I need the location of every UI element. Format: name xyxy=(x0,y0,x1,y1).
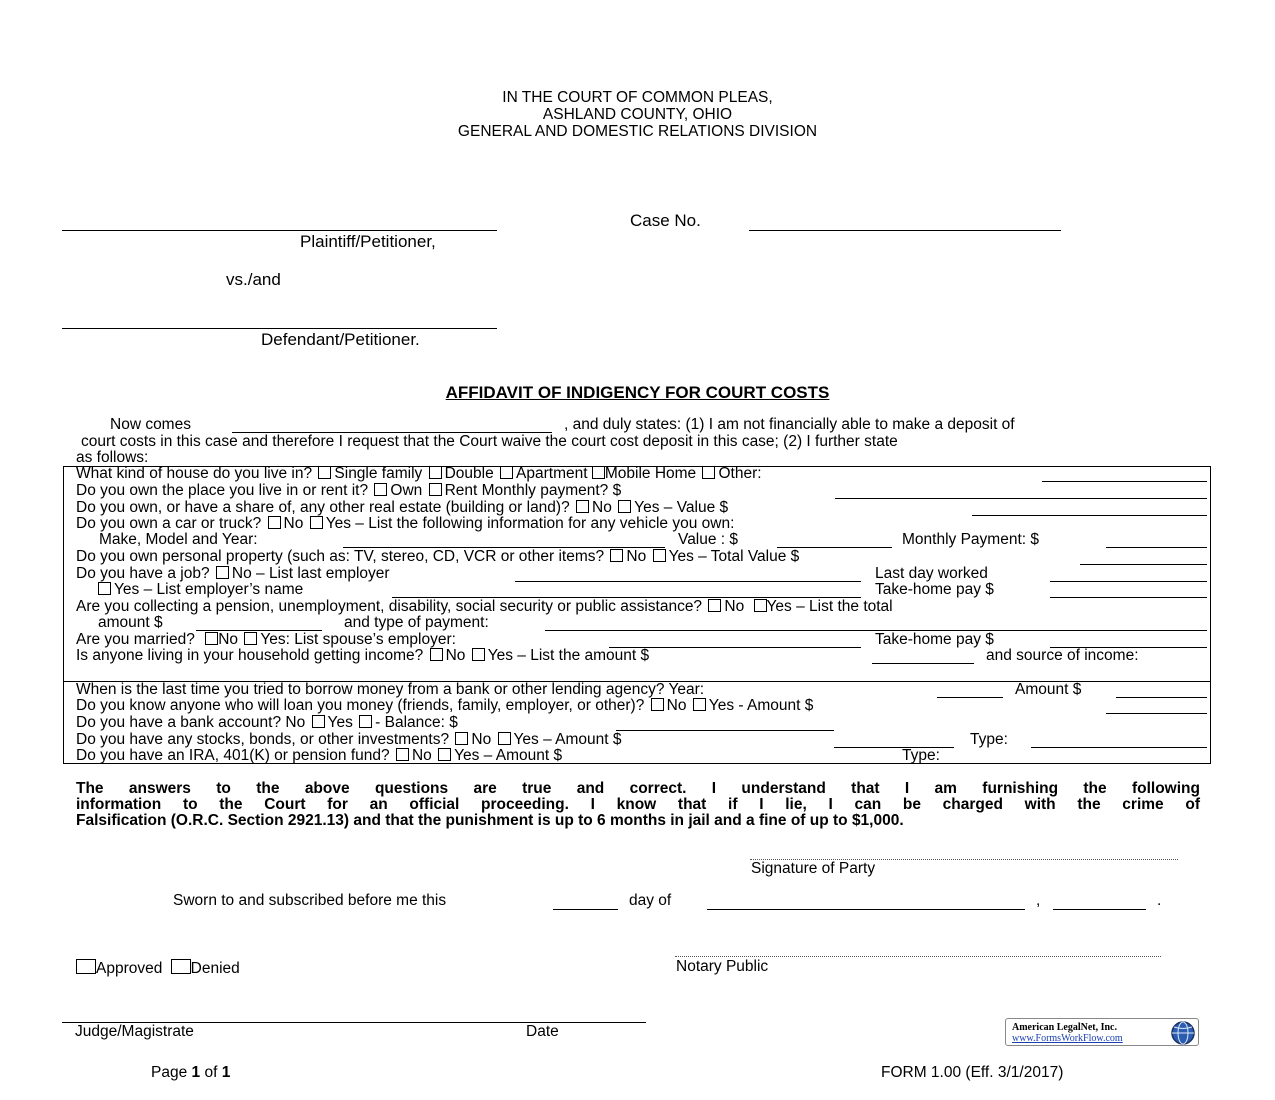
checkbox-car-yes[interactable] xyxy=(310,516,323,529)
logo-url[interactable]: www.FormsWorkFlow.com xyxy=(1012,1033,1123,1044)
checkbox-married-no[interactable] xyxy=(205,632,218,645)
plaintiff-label: Plaintiff/Petitioner, xyxy=(300,232,436,251)
sworn-year-field[interactable] xyxy=(1053,909,1146,910)
attest-line3: Falsification (O.R.C. Section 2921.13) and that the punishment is up to 6 months in jail and a fine of up to $1,000. xyxy=(76,812,904,829)
label-yes-list-vehicle: Yes – List the following information for any vehicle you own: xyxy=(325,515,735,532)
case-no-field[interactable] xyxy=(749,230,1061,231)
row-household-income xyxy=(76,648,649,664)
judge-label: Judge/Magistrate xyxy=(75,1023,194,1040)
checkbox-property-yes[interactable] xyxy=(653,549,666,562)
borrow-amount-field[interactable] xyxy=(1116,697,1207,698)
attest-line1: The answers to the above questions are true and correct. I understand that I am furnishing the following xyxy=(76,780,1200,797)
page-num: 1 xyxy=(191,1064,201,1081)
label-no: No xyxy=(626,548,647,565)
case-no-label: Case No. xyxy=(630,211,701,230)
court-name: IN THE COURT OF COMMON PLEAS, xyxy=(502,89,773,106)
borrow-year-field[interactable] xyxy=(937,697,1003,698)
intro-line2: court costs in this case and therefore I request that the Court waive the court cost deposit in this case; (2) I further state xyxy=(81,433,898,450)
label-no: No xyxy=(471,731,492,748)
ira-amount-field[interactable] xyxy=(752,763,884,764)
balance-field[interactable] xyxy=(616,730,834,731)
notary-label: Notary Public xyxy=(676,958,769,975)
ira-type-field[interactable] xyxy=(962,763,1207,764)
checkbox-loan-yes[interactable] xyxy=(693,698,706,711)
label-no: No xyxy=(218,631,239,648)
label-other: Other: xyxy=(718,465,762,482)
pension-question: Are you collecting a pension, unemployment, disability, social security or public assistance? xyxy=(76,598,703,615)
ira-type-label: Type: xyxy=(902,747,940,764)
division-name: GENERAL AND DOMESTIC RELATIONS DIVISION xyxy=(457,123,818,140)
real-estate-question: Do you own, or have a share of, any other real estate (building or land)? xyxy=(76,499,570,516)
notary-signature-line[interactable] xyxy=(675,956,1161,957)
label-no: No xyxy=(445,647,466,664)
row-real-estate xyxy=(76,500,728,516)
row-house xyxy=(76,466,762,482)
period: . xyxy=(1157,892,1162,909)
checkbox-job-no[interactable] xyxy=(216,566,229,579)
checkbox-ira-yes[interactable] xyxy=(438,748,451,761)
checkbox-denied[interactable] xyxy=(171,959,191,974)
label-yes-total-value: Yes – Total Value $ xyxy=(668,548,800,565)
checkbox-single-family[interactable] xyxy=(318,466,331,479)
row-married xyxy=(76,632,456,648)
label-yes-value: Yes – Value $ xyxy=(634,499,729,516)
row-stocks xyxy=(76,732,622,748)
label-single-family: Single family xyxy=(334,465,423,482)
defendant-line[interactable] xyxy=(62,328,497,329)
row-bank xyxy=(76,715,458,731)
label-balance: - Balance: $ xyxy=(375,714,458,731)
intro-line3: as follows: xyxy=(76,449,149,466)
checkbox-car-no[interactable] xyxy=(268,516,281,529)
checkbox-job-yes[interactable] xyxy=(98,582,111,595)
source-income-label: and source of income: xyxy=(986,647,1139,664)
row-ira xyxy=(76,748,562,764)
comma: , xyxy=(1036,892,1041,909)
county-name: ASHLAND COUNTY, OHIO xyxy=(542,106,733,123)
checkbox-property-no[interactable] xyxy=(610,549,623,562)
payment-type-label: and type of payment: xyxy=(344,614,489,631)
checkbox-loan-no[interactable] xyxy=(651,698,664,711)
checkbox-household-yes[interactable] xyxy=(472,648,485,661)
stocks-type-field[interactable] xyxy=(1031,747,1207,748)
label-no-last-employer: No – List last employer xyxy=(231,565,390,582)
real-estate-value-field[interactable] xyxy=(972,515,1207,516)
checkbox-real-estate-no[interactable] xyxy=(576,500,589,513)
house-question: What kind of house do you live in? xyxy=(76,465,313,482)
checkbox-stocks-yes[interactable] xyxy=(498,732,511,745)
label-rent: Rent Monthly payment? $ xyxy=(444,482,622,499)
borrow-amount-label: Amount $ xyxy=(1015,681,1082,698)
label-no: No xyxy=(283,515,304,532)
label-yes-employer: Yes – List employer’s name xyxy=(114,581,304,598)
own-rent-question: Do you own the place you live in or rent it? xyxy=(76,482,369,499)
label-bank-yes: Yes xyxy=(327,714,353,731)
checkbox-pension-no[interactable] xyxy=(708,599,721,612)
bank-question: Do you have a bank account? No xyxy=(76,714,306,731)
label-mobile-home: Mobile Home xyxy=(604,465,697,482)
label-approved: Approved xyxy=(96,960,163,977)
label-no: No xyxy=(724,598,745,615)
label-no: No xyxy=(411,747,432,764)
page-of: of xyxy=(204,1064,218,1081)
checkbox-mobile-home[interactable] xyxy=(592,466,605,479)
household-amount-field[interactable] xyxy=(872,663,974,664)
checkbox-approved[interactable] xyxy=(76,959,96,974)
loan-amount-field[interactable] xyxy=(1106,713,1207,714)
page-prefix: Page xyxy=(151,1064,188,1081)
checkbox-household-no[interactable] xyxy=(430,648,443,661)
sworn-month-field[interactable] xyxy=(707,909,1025,910)
plaintiff-line[interactable] xyxy=(62,230,497,231)
checkbox-own[interactable] xyxy=(374,483,387,496)
stocks-type-label: Type: xyxy=(970,731,1008,748)
label-yes-amount: Yes – Amount $ xyxy=(454,747,563,764)
checkbox-double[interactable] xyxy=(429,466,442,479)
label-apartment: Apartment xyxy=(516,465,588,482)
stocks-question: Do you have any stocks, bonds, or other investments? xyxy=(76,731,450,748)
label-yes-spouse: Yes: List spouse’s employer: xyxy=(260,631,456,648)
ira-question: Do you have an IRA, 401(K) or pension fund? xyxy=(76,747,390,764)
checkbox-bank-yes[interactable] xyxy=(359,715,372,728)
label-double: Double xyxy=(444,465,494,482)
label-yes-amount: Yes - Amount $ xyxy=(708,697,814,714)
monthly-payment-field[interactable] xyxy=(1106,547,1207,548)
form-number: FORM 1.00 (Eff. 3/1/2017) xyxy=(881,1064,1064,1081)
monthly-payment-label: Monthly Payment: $ xyxy=(902,531,1039,548)
row-pension xyxy=(76,599,893,615)
last-day-worked-label: Last day worked xyxy=(875,565,988,582)
row-personal-property xyxy=(76,549,799,565)
checkbox-other-house[interactable] xyxy=(702,466,715,479)
row-own-rent xyxy=(76,483,621,499)
spouse-take-home-label: Take-home pay $ xyxy=(875,631,994,648)
label-yes-list-total: Yes – List the total xyxy=(766,598,893,615)
row-loan xyxy=(76,698,813,714)
checkbox-married-yes[interactable] xyxy=(244,632,257,645)
date-label: Date xyxy=(526,1023,559,1040)
sworn-label: Sworn to and subscribed before me this xyxy=(173,892,447,909)
checkbox-ira-no[interactable] xyxy=(396,748,409,761)
loan-question: Do you know anyone who will loan you money (friends, family, employer, or other)? xyxy=(76,697,645,714)
page-total: 1 xyxy=(221,1064,231,1081)
last-day-worked-field[interactable] xyxy=(1050,581,1207,582)
vehicle-value-label: Value : $ xyxy=(678,531,739,548)
label-no: No xyxy=(666,697,687,714)
label-no: No xyxy=(592,499,612,516)
label-yes-amount: Yes – Amount $ xyxy=(513,731,622,748)
property-value-field[interactable] xyxy=(1080,564,1207,565)
approval-row xyxy=(76,959,240,977)
make-model-label: Make, Model and Year: xyxy=(99,531,258,548)
checkbox-pension-yes[interactable] xyxy=(754,599,767,612)
intro-now-comes: Now comes xyxy=(110,416,191,433)
vs-label: vs./and xyxy=(226,270,281,289)
pension-amount-label: amount $ xyxy=(98,614,163,631)
married-question: Are you married? xyxy=(76,631,195,648)
rent-payment-field[interactable] xyxy=(835,498,1207,499)
intro-states: , and duly states: (1) I am not financially able to make a deposit of xyxy=(564,416,1015,433)
american-legalnet-logo[interactable] xyxy=(1005,1018,1199,1046)
logo-name: American LegalNet, Inc. xyxy=(1012,1022,1117,1033)
job-question: Do you have a job? xyxy=(76,565,210,582)
checkbox-real-estate-yes[interactable] xyxy=(618,500,631,513)
label-yes-list-amount: Yes – List the amount $ xyxy=(487,647,650,664)
defendant-label: Defendant/Petitioner. xyxy=(261,330,420,349)
row-employer xyxy=(98,582,303,598)
household-income-question: Is anyone living in your household getting income? xyxy=(76,647,424,664)
sworn-day-field[interactable] xyxy=(553,909,618,910)
checkbox-rent[interactable] xyxy=(429,483,442,496)
checkbox-stocks-no[interactable] xyxy=(455,732,468,745)
label-own: Own xyxy=(390,482,423,499)
form-title: AFFIDAVIT OF INDIGENCY FOR COURT COSTS xyxy=(445,383,830,402)
label-denied: Denied xyxy=(190,960,240,977)
take-home-field[interactable] xyxy=(1050,597,1207,598)
checkbox-bank-no[interactable] xyxy=(312,715,325,728)
globe-icon xyxy=(1170,1020,1196,1046)
row-car xyxy=(76,516,734,532)
row-job xyxy=(76,566,390,582)
other-house-field[interactable] xyxy=(1042,481,1207,482)
last-employer-field[interactable] xyxy=(515,581,861,582)
page-indicator xyxy=(151,1065,230,1081)
borrow-question: When is the last time you tried to borrow money from a bank or other lending agency? Year: xyxy=(76,681,705,698)
attest-line2: information to the Court for an official proceeding. I know that if I lie, I can be charged with the crime of xyxy=(76,796,1200,813)
day-of-label: day of xyxy=(629,892,672,909)
car-question: Do you own a car or truck? xyxy=(76,515,262,532)
checkbox-apartment[interactable] xyxy=(500,466,513,479)
personal-property-question: Do you own personal property (such as: TV, stereo, CD, VCR or other items? xyxy=(76,548,605,565)
take-home-label: Take-home pay $ xyxy=(875,581,994,598)
party-signature-label: Signature of Party xyxy=(751,860,876,877)
